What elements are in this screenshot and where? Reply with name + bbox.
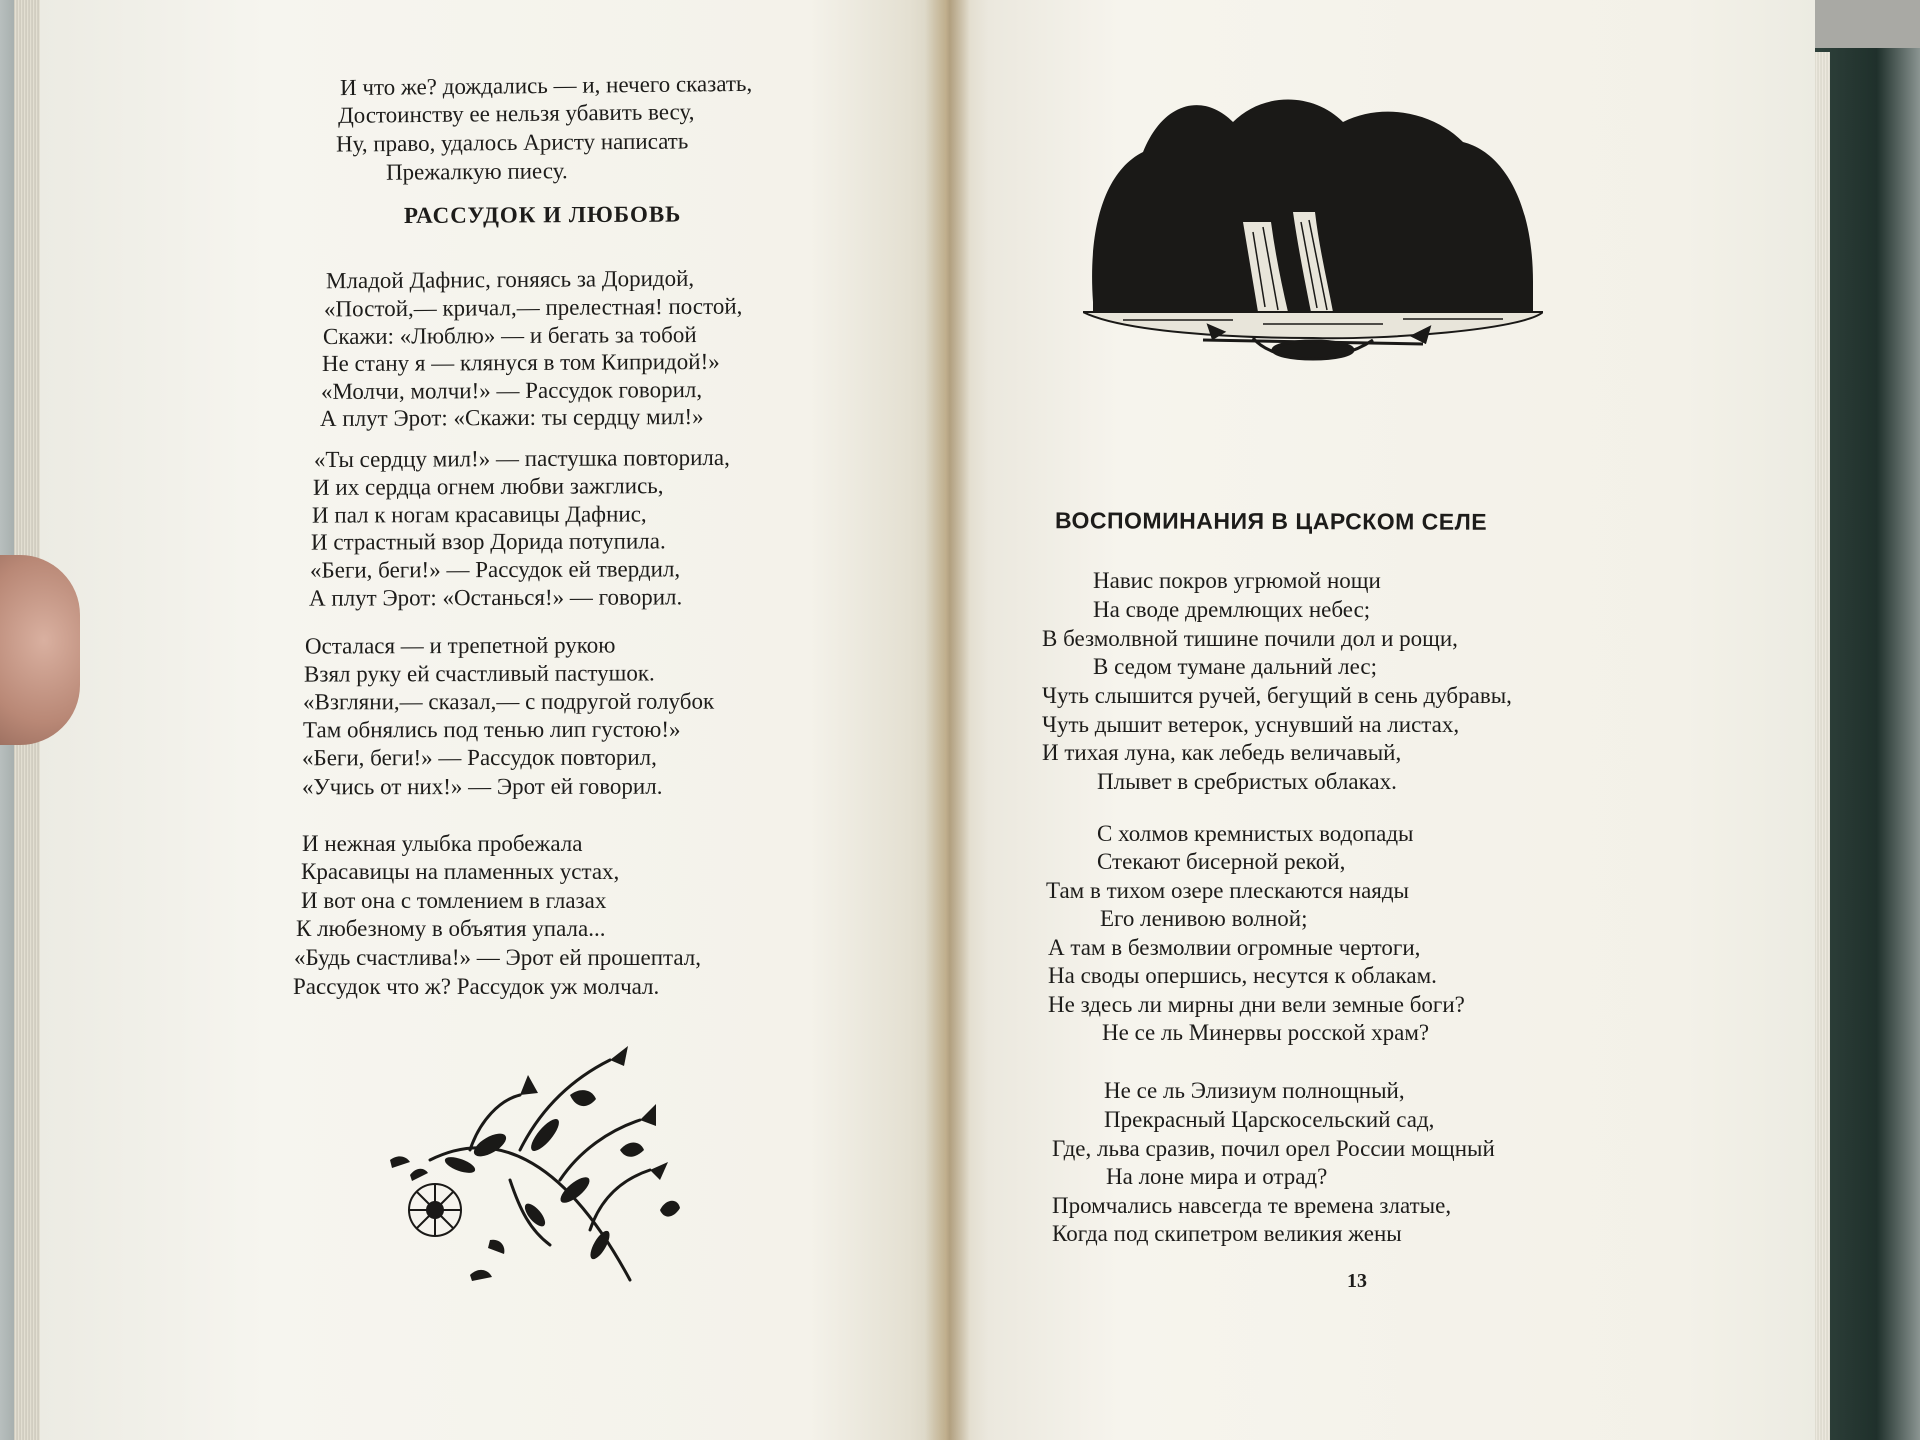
verse-line: И страстный взор Дорида потупила. — [310, 528, 666, 555]
verse-line: В седом тумане дальний лес; — [1093, 654, 1377, 679]
verse-line: На своды опершись, несутся к облакам. — [1048, 963, 1437, 988]
verse-line: Рассудок что ж? Рассудок уж молчал. — [293, 974, 660, 999]
verse-line: Плывет в сребристых облаках. — [1097, 769, 1397, 794]
verse-line: И вот она с томлением в глазах — [301, 888, 607, 913]
verse-line: Чуть слышится ручей, бегущий в сень дубравы, — [1042, 683, 1512, 708]
verse-line: А плут Эрот: «Останься!» — говорил. — [308, 584, 683, 611]
verse-line: Не здесь ли мирны дни вели земные боги? — [1048, 992, 1465, 1017]
verse-line: «Беги, беги!» — Рассудок ей твердил, — [309, 556, 681, 583]
verse-line: И нежная улыбка пробежала — [302, 831, 583, 856]
verse-line: Чуть дышит ветерок, уснувший на листах, — [1042, 712, 1460, 737]
verse-line: «Ты сердцу мил!» — пастушка повторила, — [313, 444, 730, 473]
verse-line: Осталася — и трепетной рукою — [304, 632, 616, 659]
verse-line: Там в тихом озере плескаются наяды — [1046, 878, 1410, 903]
daisy-flower — [409, 1184, 461, 1236]
verse-line: С холмов кремнистых водопады — [1097, 821, 1414, 846]
poem-title-right: ВОСПОМИНАНИЯ В ЦАРСКОМ СЕЛЕ — [1054, 507, 1488, 535]
verse-line: «Будь счастлива!» — Эрот ей прошептал, — [294, 945, 702, 970]
verse-line: И что же? дождались — и, нечего сказать, — [339, 70, 753, 101]
verse-line: Взял руку ей счастливый пастушок. — [303, 660, 655, 687]
verse-line: «Учись от них!» — Эрот ей говорил. — [301, 773, 663, 800]
verse-line: И их сердца огнем любви зажглись, — [312, 473, 664, 500]
verse-line: Красавицы на пламенных устах, — [301, 859, 620, 884]
verse-line: В безмолвной тишине почили дол и рощи, — [1042, 626, 1458, 651]
verse-line: Скажи: «Люблю» — и бегать за тобой — [322, 322, 697, 349]
verse-line: Не се ль Минервы росской храм? — [1102, 1020, 1430, 1045]
verse-line: Промчались навсегда те времена златые, — [1052, 1193, 1452, 1218]
verse-line: Где, льва сразив, почил орел России мощный — [1052, 1136, 1495, 1161]
verse-line: А плут Эрот: «Скажи: ты сердцу мил!» — [319, 403, 704, 432]
verse-line: На лоне мира и отрад? — [1106, 1164, 1328, 1189]
verse-line: Младой Дафнис, гоняясь за Доридой, — [325, 265, 695, 294]
verse-line: Стекают бисерной рекой, — [1097, 849, 1346, 874]
verse-line: К любезному в объятия упала... — [296, 916, 606, 941]
verse-line: Ну, право, удалось Аристу написать — [335, 128, 689, 157]
verse-line: Когда под скипетром великия жены — [1052, 1221, 1402, 1246]
verse-line: И пал к ногам красавицы Дафнис, — [311, 501, 647, 528]
verse-line: На своде дремлющих небес; — [1093, 597, 1371, 622]
verse-line: «Молчи, молчи!» — Рассудок говорил, — [320, 377, 703, 404]
verse-line: Не стану я — клянуся в том Кипридой!» — [321, 348, 720, 377]
verse-line: Его ленивою волной; — [1100, 906, 1308, 931]
thumb — [0, 555, 80, 745]
verse-line: Навис покров угрюмой нощи — [1093, 568, 1381, 593]
verse-line: Достоинству ее нельзя убавить весу, — [337, 99, 695, 128]
verse-line: «Постой,— кричал,— прелестная! постой, — [323, 293, 743, 322]
verse-line: Прежалкую пиесу. — [385, 158, 568, 185]
book-gutter — [925, 0, 970, 1440]
verse-line: Не се ль Элизиум полнощный, — [1104, 1078, 1405, 1103]
verse-line: Там обнялись под тенью лип густою!» — [302, 716, 681, 743]
page-number: 13 — [1347, 1270, 1367, 1292]
waterfall-landscape-engraving-icon — [1083, 82, 1543, 362]
verse-line: «Взгляни,— сказал,— с подругой голубок — [302, 688, 715, 715]
verse-line: И тихая луна, как лебедь величавый, — [1042, 740, 1402, 765]
verse-line: А там в безмолвии огромные чертоги, — [1048, 935, 1421, 960]
verse-line: «Беги, беги!» — Рассудок повторил, — [301, 744, 657, 771]
flower-sprig-engraving-icon — [370, 1040, 700, 1290]
verse-line: Прекрасный Царскосельский сад, — [1104, 1107, 1435, 1132]
